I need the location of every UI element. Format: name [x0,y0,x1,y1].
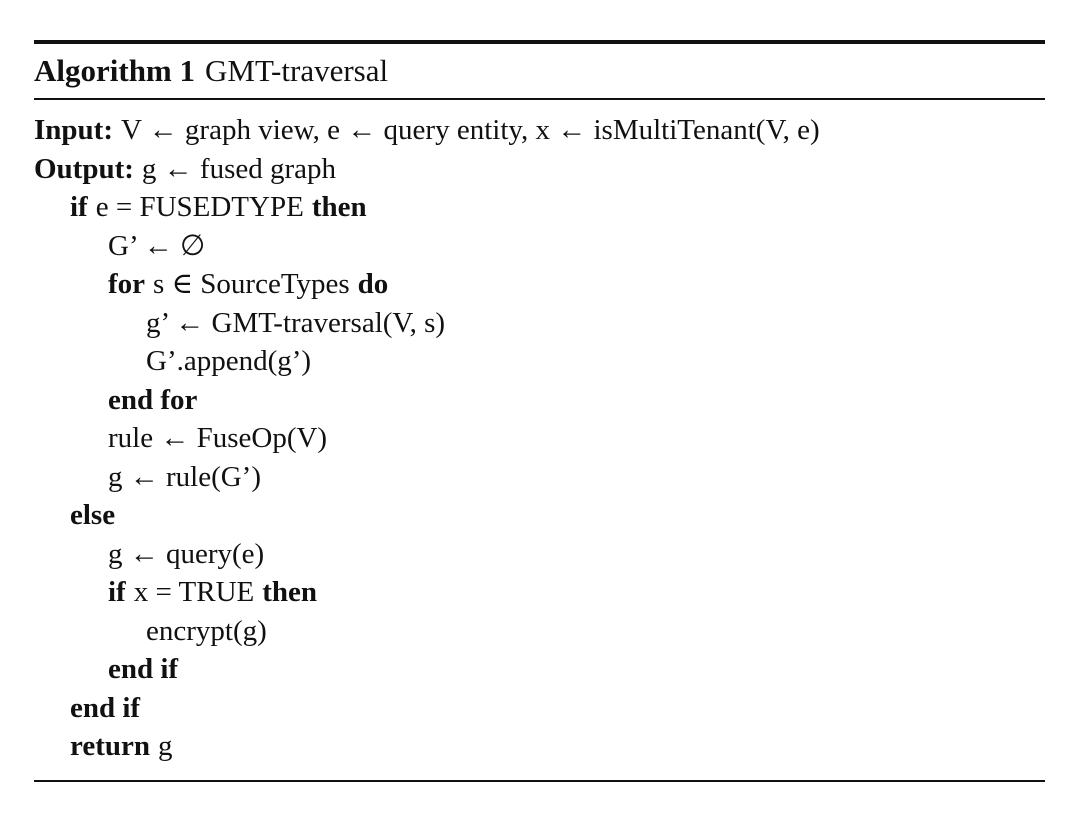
statement-text: G’ ← ∅ [108,229,206,262]
algorithm-line [34,727,1045,766]
keyword: else [70,499,116,531]
algorithm-line [34,342,1045,381]
algorithm-line [34,496,1045,535]
statement-text: rule ← FuseOp(V) [108,422,328,454]
algorithm-body [34,100,1045,766]
algorithm-line [34,650,1045,689]
keyword: if [70,191,88,223]
algorithm-line [34,381,1045,420]
keyword: end if [108,653,179,685]
keyword: if [108,576,126,608]
keyword: end for [108,383,198,416]
keyword: end if [70,691,141,724]
statement-text: g [158,730,173,762]
algorithm-name: GMT-traversal [205,53,389,88]
algorithm-line [34,150,1045,189]
statement-text: g’ ← GMT-traversal(V, s) [146,306,446,339]
algorithm-line [34,535,1045,574]
statement-text: e = FUSEDTYPE [95,191,304,223]
algorithm-line [34,458,1045,497]
keyword: Input: [34,114,113,146]
algorithm-line [34,111,1045,150]
statement-text: V ← graph view, e ← query entity, x ← isMultiTenant(V, e) [121,114,820,146]
algorithm-line [34,612,1045,651]
keyword: return [70,730,151,762]
keyword: Output: [34,152,134,185]
statement-text: g ← rule(G’) [108,460,262,493]
algorithm-line [34,227,1045,266]
statement-text: x = TRUE [133,576,255,608]
algorithm-line [34,304,1045,343]
statement-text: s ∈ SourceTypes [153,268,350,300]
statement-text: encrypt(g) [146,614,267,647]
algorithm-line [34,265,1045,304]
algorithm-block [34,40,1045,782]
statement-text: g ← fused graph [141,152,337,185]
algorithm-line [34,188,1045,227]
bottom-rule [34,780,1045,782]
keyword-after: then [262,576,318,608]
statement-text: G’.append(g’) [146,345,312,377]
statement-text: g ← query(e) [108,537,265,570]
keyword-after: do [357,268,389,300]
algorithm-line [34,419,1045,458]
algorithm-line [34,689,1045,728]
algorithm-label: Algorithm 1 [34,53,196,88]
algorithm-line [34,573,1045,612]
keyword: for [108,268,146,300]
algorithm-caption [34,44,1045,98]
keyword-after: then [311,191,367,223]
